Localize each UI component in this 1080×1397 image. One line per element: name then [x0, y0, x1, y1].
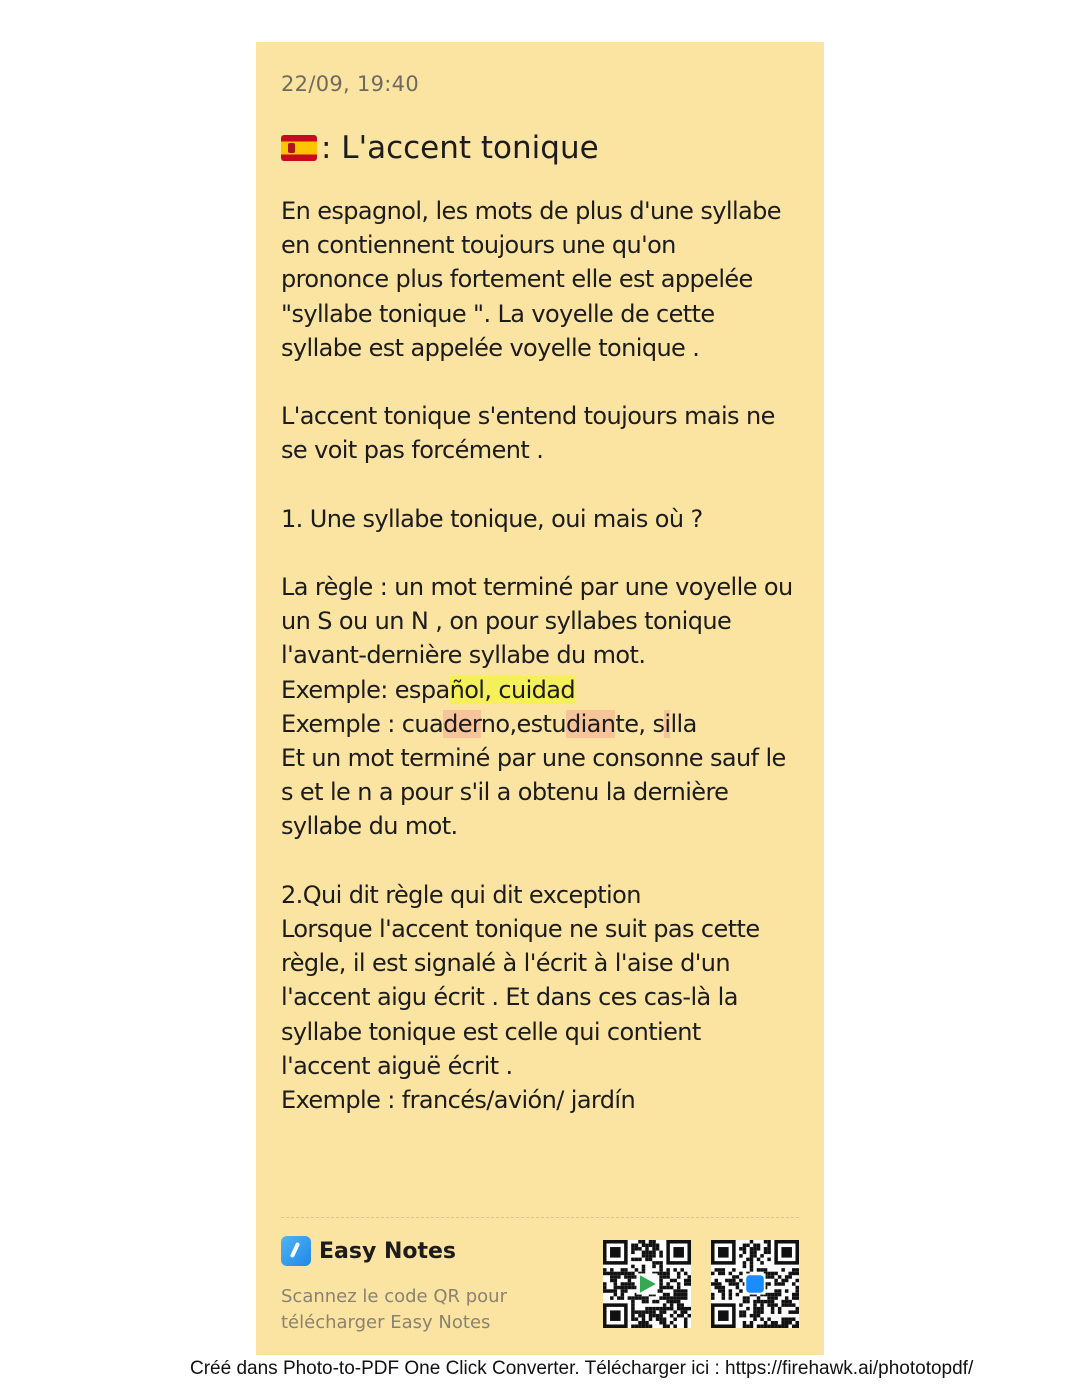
brand — [281, 1236, 456, 1266]
brand-name: Easy Notes — [319, 1238, 457, 1264]
body-line — [281, 604, 811, 638]
body-line — [281, 741, 811, 775]
text-segment: Et un mot terminé par une consonne sauf le — [281, 744, 786, 772]
scan-text — [281, 1284, 507, 1336]
text-segment: 1. Une syllabe tonique, oui mais où ? — [281, 504, 703, 533]
text-segment: 2.Qui dit règle qui dit exception — [281, 880, 641, 909]
text-segment: te, s — [615, 709, 665, 738]
text-segment: prononce plus fortement elle est appelée — [281, 265, 753, 294]
text-segment: l'avant-dernière syllabe du mot. — [281, 641, 646, 670]
text-segment: Exemple : cua — [281, 709, 444, 738]
body-line — [281, 1049, 811, 1083]
text-segment: Lorsque l'accent tonique ne suit pas cette — [281, 914, 760, 943]
text-segment: s et le n a pour s'il a obtenu la dernière — [281, 778, 729, 807]
body-line — [281, 844, 811, 878]
highlighted-text: dian — [565, 709, 616, 738]
body-line — [281, 194, 811, 228]
scan-line-2: télécharger Easy Notes — [281, 1312, 491, 1333]
note-title — [281, 130, 599, 166]
body-line — [281, 468, 811, 502]
body-line — [281, 399, 811, 433]
text-segment: l'accent aiguë écrit . — [281, 1051, 513, 1080]
text-segment: En espagnol, les mots de plus d'une syllabe — [281, 197, 781, 225]
text-segment: en contiennent toujours une qu'on — [281, 231, 676, 260]
body-line — [281, 365, 811, 399]
body-line — [281, 433, 811, 467]
note-date: 22/09, 19:40 — [281, 72, 419, 96]
body-line — [281, 946, 811, 980]
body-line — [281, 809, 811, 843]
text-segment: l'accent aigu écrit . Et dans ces cas-là la — [281, 983, 738, 1012]
divider — [281, 1217, 799, 1218]
body-line — [281, 228, 811, 262]
text-segment: "syllabe tonique ". La voyelle de cette — [281, 299, 715, 328]
highlighted-text: ñol, cuidad — [449, 675, 576, 704]
scan-line-1: Scannez le code QR pour — [281, 1286, 507, 1307]
text-segment: lla — [670, 709, 697, 738]
body-line — [281, 570, 811, 604]
text-segment: un S ou un N , on pour syllabes tonique — [281, 607, 732, 636]
text-segment: Exemple: espa — [281, 675, 450, 704]
body-line — [281, 1015, 811, 1049]
body-line — [281, 262, 811, 296]
google-play-qr-code[interactable] — [603, 1240, 691, 1328]
note-body — [281, 194, 811, 1117]
text-segment: syllabe est appelée voyelle tonique . — [281, 333, 700, 362]
body-line — [281, 912, 811, 946]
body-line — [281, 980, 811, 1014]
body-line — [281, 707, 811, 741]
body-line — [281, 297, 811, 331]
text-segment: se voit pas forcément . — [281, 436, 544, 465]
easy-notes-app-icon — [281, 1236, 311, 1266]
body-line — [281, 502, 811, 536]
body-line — [281, 673, 811, 707]
body-line — [281, 536, 811, 570]
highlighted-text: der — [443, 709, 481, 738]
text-segment: La règle : un mot terminé par une voyelle ou — [281, 573, 793, 602]
text-segment: syllabe tonique est celle qui contient — [281, 1017, 701, 1046]
highlighted-text: i — [664, 709, 671, 738]
text-segment: L'accent tonique s'entend toujours mais ne — [281, 402, 775, 431]
spain-flag-icon — [281, 135, 317, 161]
note-title-text: : L'accent tonique — [321, 130, 599, 166]
text-segment: syllabe du mot. — [281, 812, 458, 841]
text-segment: no,estu — [480, 709, 566, 738]
body-line — [281, 775, 811, 809]
text-segment: règle, il est signalé à l'écrit à l'aise d'un — [281, 949, 730, 978]
body-line — [281, 331, 811, 365]
text-segment: Exemple : francés/avión/ jardín — [281, 1085, 636, 1114]
note-card — [256, 42, 824, 1355]
converter-footer: Créé dans Photo-to-PDF One Click Converter. Télécharger ici : https://firehawk.ai/phototopdf/ — [190, 1358, 974, 1379]
body-line — [281, 1083, 811, 1117]
app-store-qr-code[interactable] — [711, 1240, 799, 1328]
body-line — [281, 638, 811, 672]
body-line — [281, 878, 811, 912]
